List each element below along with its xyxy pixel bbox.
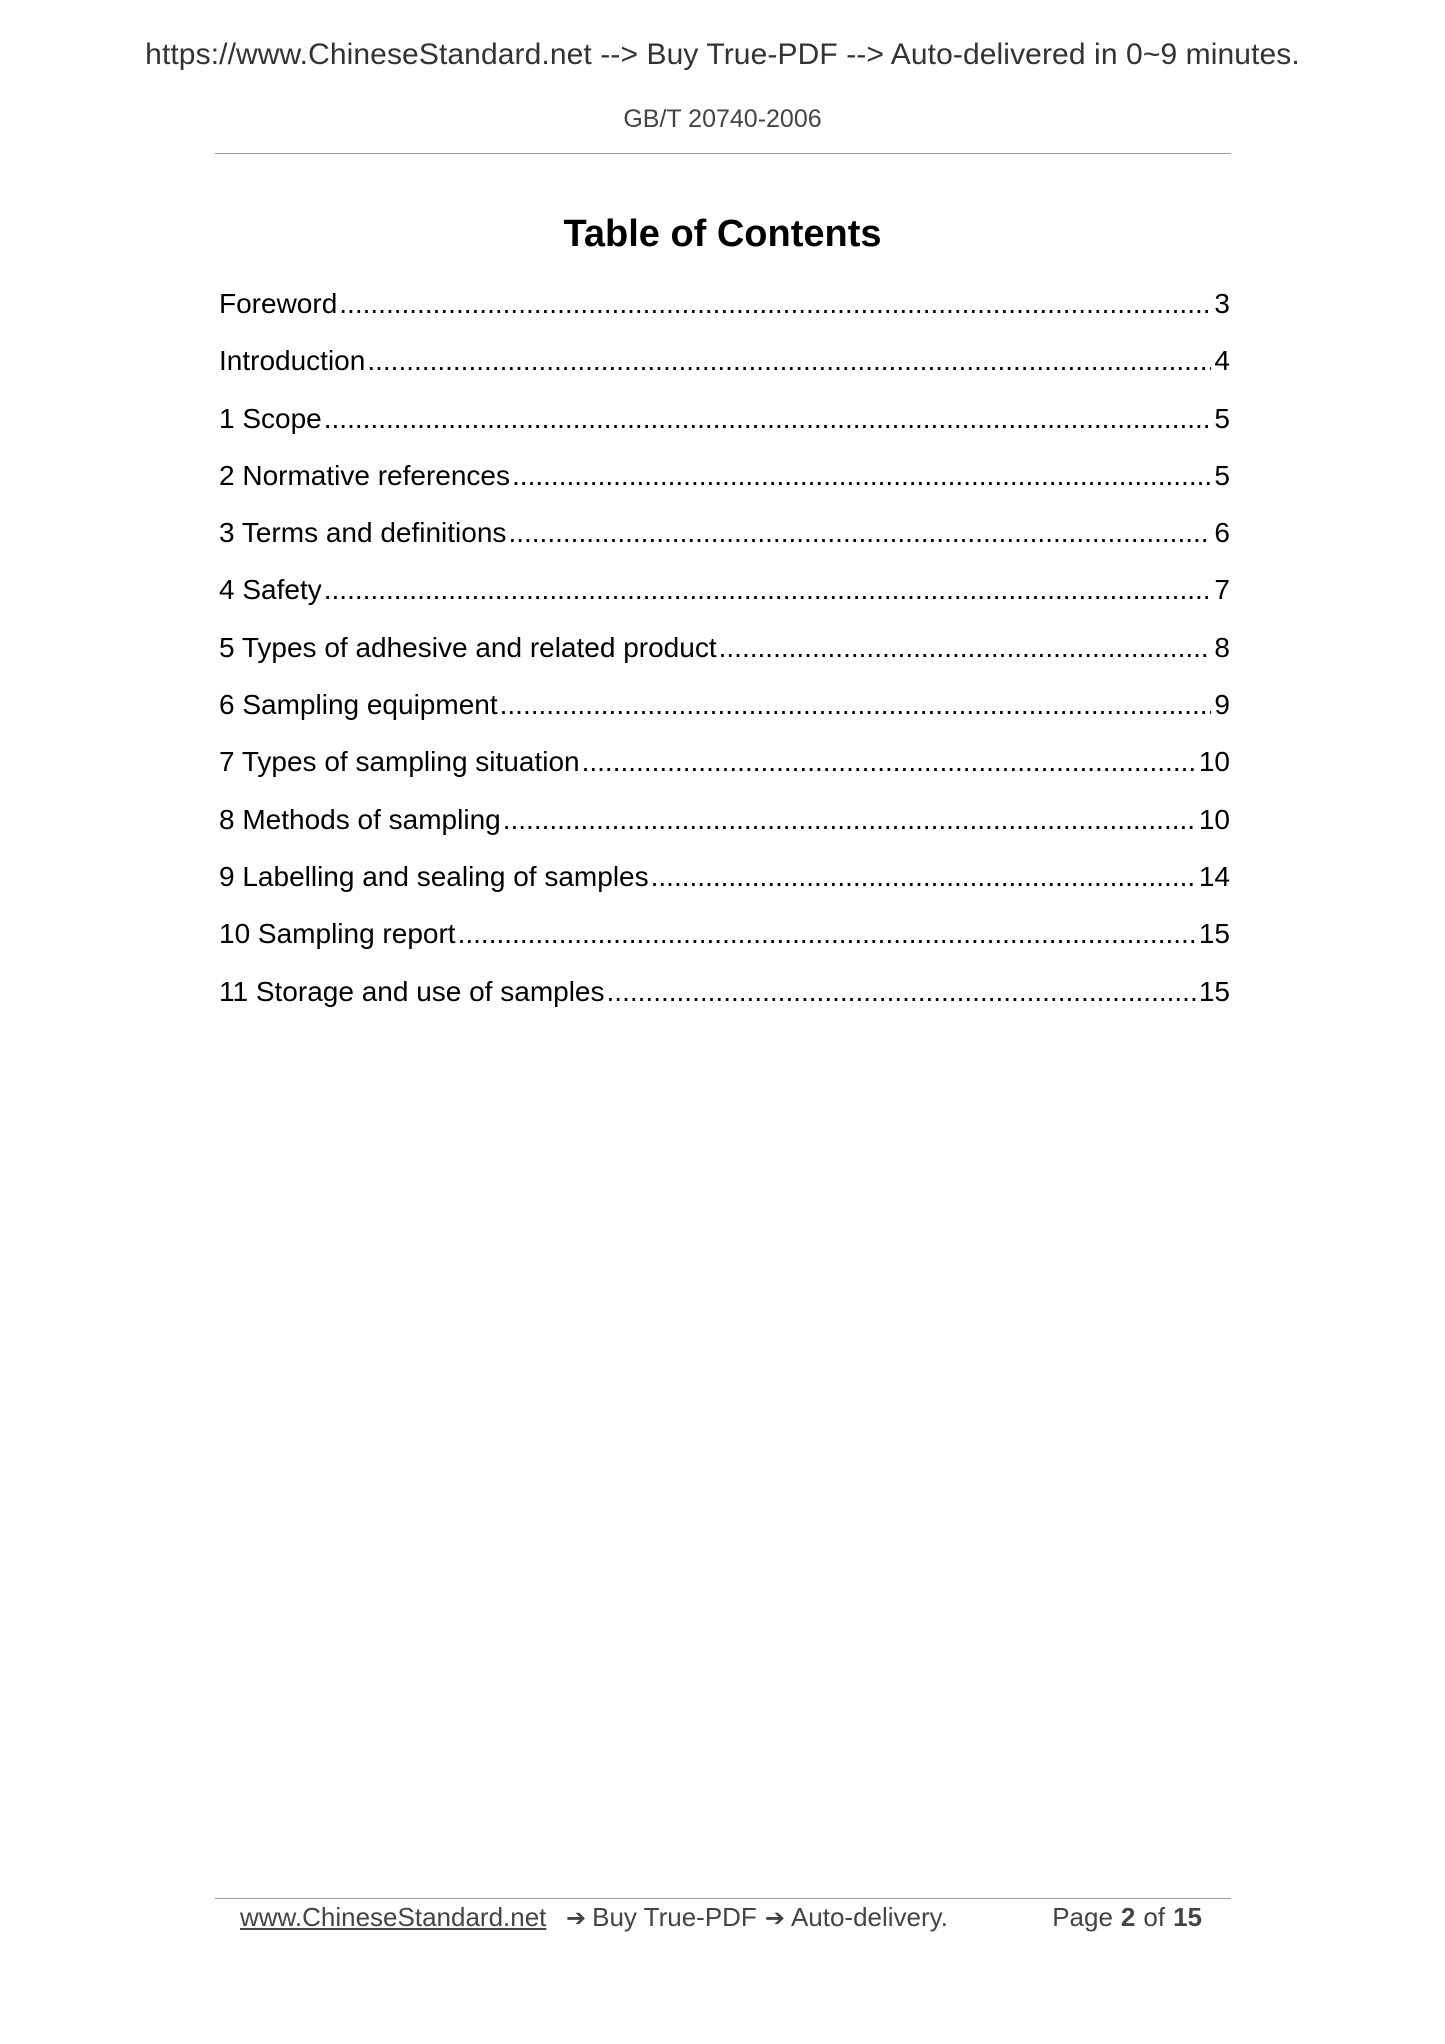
top-banner: https://www.ChineseStandard.net --> Buy True-PDF --> Auto-delivered in 0~9 minutes.	[145, 38, 1300, 71]
toc-entry-safety[interactable]	[219, 567, 1230, 624]
toc-dot-leader	[503, 797, 1196, 842]
toc-dot-leader	[607, 969, 1196, 1014]
toc-entry-page: 9	[1214, 689, 1230, 721]
page-number	[1052, 1900, 1210, 1934]
toc-entry-label: 11 Storage and use of samples	[219, 975, 605, 1007]
toc-dot-leader	[458, 911, 1196, 956]
toc-entry-page: 5	[1214, 459, 1230, 491]
toc-dot-leader	[719, 625, 1212, 670]
toc-entry-label: 6 Sampling equipment	[219, 689, 498, 721]
of-word: of	[1143, 1902, 1166, 1932]
toc-entry-page: 6	[1214, 517, 1230, 549]
toc-entry-types-of-sampling-situation[interactable]	[219, 739, 1230, 796]
footer-site-link[interactable]: www.ChineseStandard.net	[240, 1902, 547, 1932]
toc-entry-page: 5	[1214, 402, 1230, 434]
toc-entry-introduction[interactable]	[219, 338, 1230, 395]
toc-entry-label: Foreword	[219, 288, 338, 319]
right-arrow-icon: ➔	[566, 1904, 587, 1932]
toc-entry-label: 4 Safety	[219, 574, 322, 606]
toc-dot-leader	[508, 510, 1211, 555]
toc-entry-label: 2 Normative references	[219, 459, 511, 491]
toc-entry-label: 7 Types of sampling situation	[219, 746, 580, 778]
toc-entry-label: 8 Methods of sampling	[219, 803, 501, 835]
toc-entry-label: 1 Scope	[219, 402, 322, 434]
toc-entry-labelling-and-sealing[interactable]	[219, 854, 1230, 911]
toc-entry-page: 3	[1214, 288, 1230, 319]
header-divider	[215, 153, 1231, 154]
toc-entry-label: 5 Types of adhesive and related product	[219, 631, 717, 663]
toc-entry-page: 15	[1198, 975, 1230, 1007]
toc-dot-leader	[339, 281, 1211, 326]
toc-entry-label: 9 Labelling and sealing of samples	[219, 860, 649, 892]
toc-entry-page: 10	[1198, 803, 1230, 835]
toc-dot-leader	[651, 854, 1196, 899]
toc-entry-types-of-adhesive[interactable]	[219, 625, 1230, 682]
toc-entry-page: 4	[1214, 345, 1230, 377]
toc-entry-label: 10 Sampling report	[219, 918, 456, 950]
toc-entry-terms-and-definitions[interactable]	[219, 510, 1230, 567]
footer-buy-text: Buy True-PDF	[592, 1902, 757, 1932]
toc-entry-methods-of-sampling[interactable]	[219, 797, 1230, 854]
footer-divider	[215, 1898, 1231, 1899]
toc-dot-leader	[367, 338, 1211, 383]
toc-entry-label: Introduction	[219, 345, 366, 377]
toc-dot-leader	[324, 396, 1212, 441]
page-footer	[240, 1900, 1210, 1934]
toc-list	[219, 281, 1230, 1026]
toc-entry-page: 7	[1214, 574, 1230, 606]
page-total: 15	[1173, 1902, 1202, 1932]
toc-entry-storage-and-use[interactable]	[219, 969, 1230, 1026]
toc-entry-label: 3 Terms and definitions	[219, 517, 507, 549]
toc-entry-page: 15	[1198, 918, 1230, 950]
toc-entry-page: 14	[1198, 860, 1230, 892]
toc-entry-sampling-equipment[interactable]	[219, 682, 1230, 739]
toc-entry-foreword[interactable]	[219, 281, 1230, 338]
toc-dot-leader	[324, 567, 1212, 612]
page-word: Page	[1052, 1902, 1113, 1932]
toc-entry-scope[interactable]	[219, 396, 1230, 453]
toc-entry-page: 10	[1198, 746, 1230, 778]
toc-title: Table of Contents	[563, 213, 882, 255]
toc-dot-leader	[500, 682, 1212, 727]
toc-entry-normative-references[interactable]	[219, 453, 1230, 510]
page-current: 2	[1120, 1902, 1136, 1932]
toc-dot-leader	[582, 739, 1196, 784]
toc-entry-sampling-report[interactable]	[219, 911, 1230, 968]
toc-dot-leader	[512, 453, 1211, 498]
footer-tagline	[558, 1900, 948, 1935]
right-arrow-icon: ➔	[764, 1904, 785, 1932]
toc-entry-page: 8	[1214, 631, 1230, 663]
document-code: GB/T 20740-2006	[623, 105, 822, 133]
footer-delivery-text: Auto-delivery.	[790, 1902, 948, 1932]
